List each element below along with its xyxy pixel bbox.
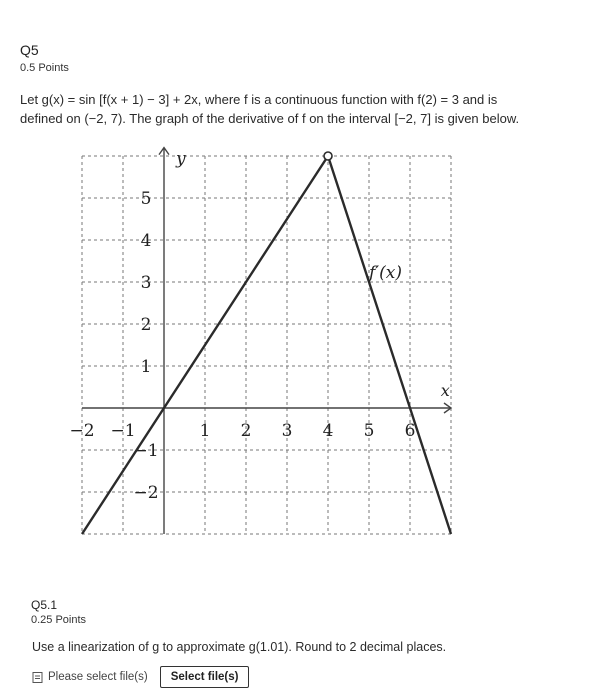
- y-tick-label: −1: [133, 441, 159, 461]
- file-select-label: Please select file(s): [48, 671, 148, 683]
- x-tick-label: 2: [240, 421, 252, 441]
- question-prompt: [20, 90, 590, 128]
- curve-label: f′(x): [369, 262, 403, 283]
- prompt-line-1: Let g(x) = sin [f(x + 1) − 3] + 2x, where f is a continuous function with f(2) = 3 and is: [20, 92, 498, 107]
- x-tick-label: −1: [110, 421, 136, 441]
- x-tick-label: 5: [363, 421, 375, 441]
- subquestion-points: 0.25 Points: [31, 614, 87, 626]
- x-axis-label: x: [440, 381, 450, 400]
- x-tick-label: −2: [69, 421, 95, 441]
- y-tick-label: 4: [140, 231, 152, 251]
- derivative-graph: [69, 149, 462, 550]
- subquestion-title: Q5.1: [31, 598, 58, 612]
- file-upload-row: [32, 666, 249, 688]
- tick-labels: [69, 189, 415, 503]
- x-tick-label: 1: [199, 421, 211, 441]
- question-points: 0.5 Points: [20, 62, 69, 74]
- derivative-curve: [82, 156, 451, 534]
- question-title: Q5: [20, 42, 39, 58]
- select-files-button[interactable]: Select file(s): [160, 666, 250, 688]
- x-tick-label: 3: [281, 421, 293, 441]
- x-tick-label: 6: [404, 421, 416, 441]
- x-tick-label: 4: [322, 421, 334, 441]
- subquestion-prompt: Use a linearization of g to approximate g(1.01). Round to 2 decimal places.: [32, 640, 447, 654]
- y-tick-label: 1: [140, 357, 152, 377]
- axes: [82, 148, 451, 534]
- grid-lines: [82, 156, 451, 534]
- y-tick-label: 5: [140, 189, 152, 209]
- y-tick-label: 2: [140, 315, 152, 335]
- open-endpoint: [324, 152, 332, 160]
- file-icon: [32, 672, 43, 683]
- prompt-line-2: defined on (−2, 7). The graph of the derivative of f on the interval [−2, 7] is given below.: [20, 111, 520, 126]
- y-tick-label: 3: [140, 273, 152, 293]
- y-tick-label: −2: [133, 483, 159, 503]
- y-axis-label: y: [176, 149, 186, 169]
